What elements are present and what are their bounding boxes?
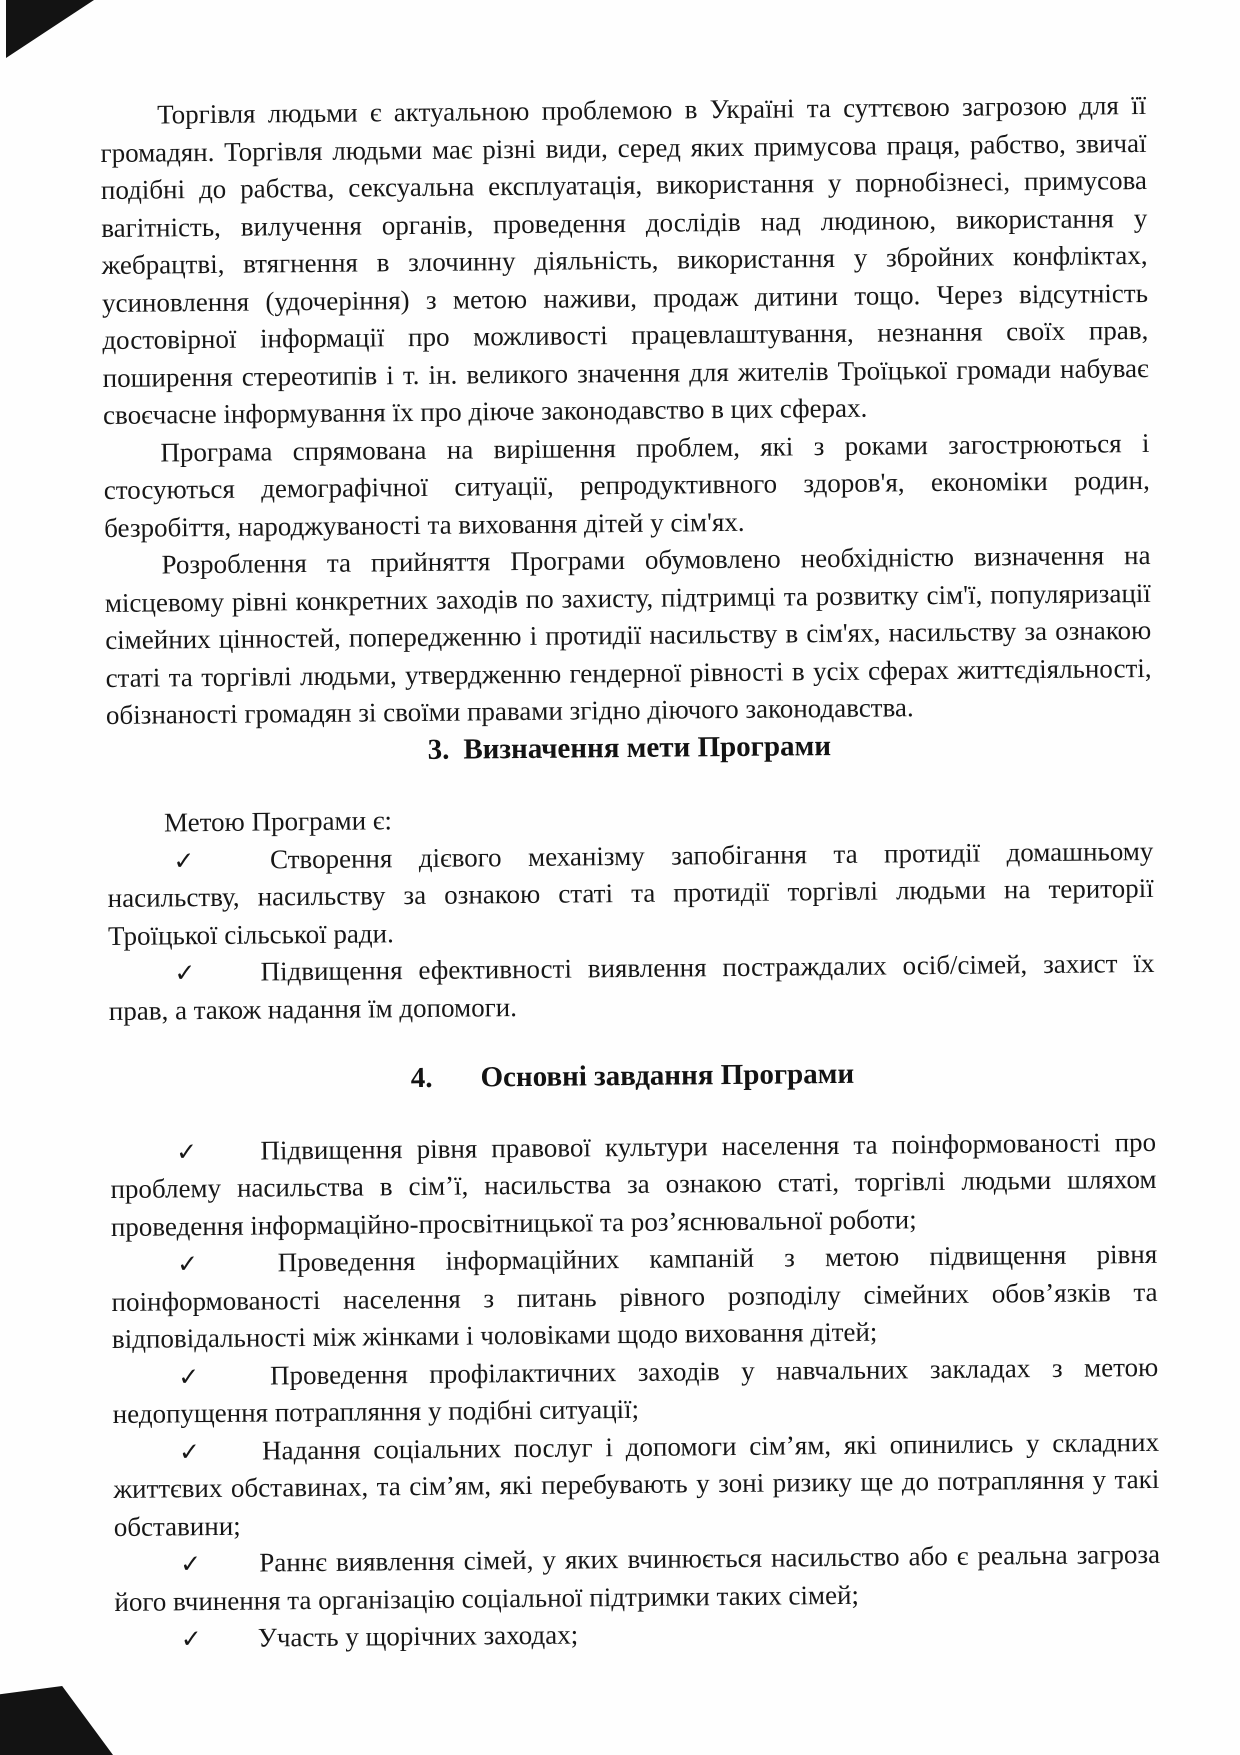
scan-artifact-top-left [6, 0, 94, 58]
checkmark-icon: ✓ [178, 1361, 215, 1391]
paragraph: Програма спрямована на вирішення проблем, які з роками загострюються і стосуються демографічної ситуації, репродуктивного здоров'я, економіки родин, безробіття, народжуваності та виховання дітей у сім'ях. [103, 427, 1150, 543]
section-number: 4. [410, 1061, 433, 1095]
section-heading [109, 1053, 1155, 1101]
bullet-item [112, 1348, 1159, 1433]
section-title: Визначення мети Програми [463, 729, 832, 766]
bullet-item [107, 832, 1154, 955]
bullet-item [111, 1236, 1158, 1359]
bullet-spacer [222, 1271, 278, 1272]
bullet-text: Підвищення ефективності виявлення постраждалих осіб/сімей, захист їх прав, а також надання їм допомоги. [108, 947, 1155, 1026]
checkmark-icon: ✓ [178, 1436, 207, 1466]
bullet-text: Участь у щорічних заходах; [257, 1619, 579, 1653]
paragraph: Торгівля людьми є актуальною проблемою в Україні та суттєвою загрозою для її громадян. Торгівля людьми має різні види, серед яких примусова праця, рабство, звичаї подібні до рабства, сексуальна експлуатація, використання у порнобізнесі, примусова вагітність, вилучення органів, проведення дослідів над людиною, використання у жебрацтві, втягнення в злочинну діяльність, використання у збройних конфліктах, усиновлення (удочеріння) з метою наживи, продаж дитини тощо. Через відсутність достовірної інформації про можливості працевлаштування, незнання своїх прав, поширення стереотипів і т. ін. великого значення для жителів Троїцької громади набуває своєчасне інформування їх про діюче законодавство в цих сферах. [100, 89, 1149, 431]
scan-artifact-bottom-left [0, 1686, 113, 1755]
bullet-spacer [214, 1384, 270, 1385]
bullet-spacer [206, 1459, 262, 1460]
bullet-spacer [214, 868, 270, 869]
section-number: 3. [427, 733, 450, 766]
bullet-text: Проведення профілактичних заходів у навчальних закладах з метою недопущення потрапляння у подібні ситуації; [112, 1351, 1159, 1429]
bullet-item [108, 945, 1155, 1030]
bullet-item [110, 1123, 1157, 1246]
checkmark-icon: ✓ [177, 1248, 222, 1279]
bullet-item [114, 1536, 1161, 1621]
paragraph: Розроблення та прийняття Програми обумовлено необхідністю визначення на місцевому рівні конкретних заходів по захисту, підтримці та розвитку сім'ї, популяризації сімейних цінностей, попередженню і протидії насильству в сім'ях, насильству за ознакою статі та торгівлі людьми, утвердженню гендерної рівності в усіх сферах життєдіяльності, обізнаності громадян зі своїми правами згідно діючого законодавства. [104, 539, 1152, 730]
bullet-text: Створення дієвого механізму запобігання та протидії домашньому насильству, насильству за ознакою статі та протидії торгівлі людьми на території Троїцької сільської ради. [107, 835, 1154, 951]
section-title: Основні завдання Програми [480, 1057, 855, 1094]
checkmark-icon: ✓ [180, 1624, 202, 1654]
checkmark-icon: ✓ [179, 1549, 204, 1579]
bullet-text: Раннє виявлення сімей, у яких вчинюється насильство або є реальна загроза його вчинення та організацію соціальної підтримки таких сімей; [114, 1538, 1161, 1617]
document-content [100, 87, 1161, 1658]
bullet-spacer [205, 981, 261, 982]
bullet-text: Проведення інформаційних кампаній з метою підвищення рівня поінформованості населення з питань рівного розподілу сімейних обов’язків та відповідальності між жінками і чоловіками щодо виховання дітей; [111, 1238, 1158, 1354]
checkmark-icon: ✓ [176, 1136, 205, 1166]
bullet-spacer [203, 1572, 259, 1573]
bullet-item [113, 1423, 1160, 1546]
bullet-text: Підвищення рівня правової культури населення та поінформованості про проблему насильства в сім’ї, насильства за ознакою статі, торгівлі людьми шляхом проведення інформаційно-просвітницької та роз’яснювальної роботи; [110, 1126, 1157, 1242]
paragraph: Метою Програми є: [163, 805, 393, 838]
bullet-text: Надання соціальних послуг і допомоги сім’ям, які опинились у складних життєвих обставинах, та сім’ям, які перебувають у зоні ризику ще до потрапляння у такі обставини; [113, 1426, 1160, 1542]
checkmark-icon: ✓ [173, 845, 215, 875]
checkmark-icon: ✓ [174, 958, 205, 988]
bullet-spacer [202, 1647, 258, 1648]
bullet-spacer [205, 1159, 261, 1160]
